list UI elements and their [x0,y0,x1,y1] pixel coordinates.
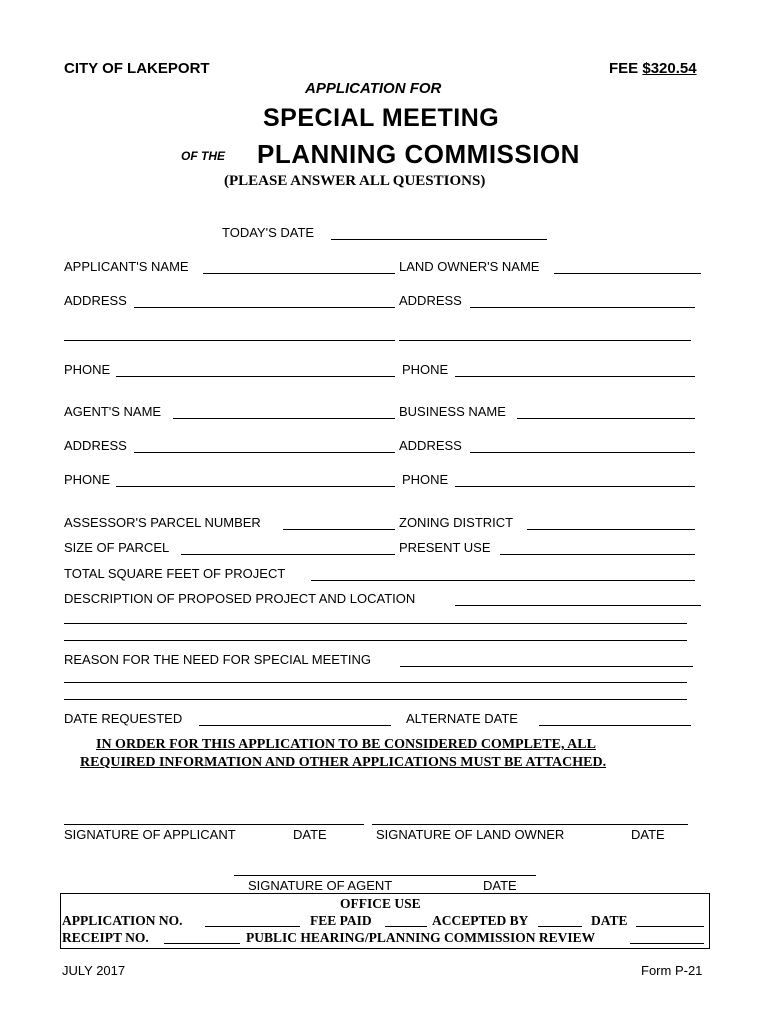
business-phone-label: PHONE [402,472,449,487]
agent-name-label: AGENT'S NAME [64,404,162,419]
land-owner-name-label: LAND OWNER'S NAME [399,259,540,274]
page-subtitle: PLANNING COMMISSION [257,139,580,169]
accepted-by-label: ACCEPTED BY [432,913,529,928]
application-no-field[interactable] [205,926,300,927]
applicant-name-field[interactable] [203,273,395,274]
agent-phone-field[interactable] [116,486,395,487]
city-name: CITY OF LAKEPORT [64,60,210,77]
application-for: APPLICATION FOR [305,80,442,97]
of-the: OF THE [181,149,225,163]
completeness-notice-line-1: IN ORDER FOR THIS APPLICATION TO BE CONSIDERED COMPLETE, ALL [96,737,596,752]
applicant-signature-field[interactable] [64,824,364,825]
form-number: Form P-21 [641,963,703,978]
applicant-phone-label: PHONE [64,362,111,377]
present-use-field[interactable] [500,554,695,555]
application-no-label: APPLICATION NO. [62,913,183,928]
business-phone-field[interactable] [455,486,695,487]
total-sqft-field[interactable] [311,580,695,581]
fee-label [609,60,697,77]
zoning-label: ZONING DISTRICT [399,515,514,530]
date-requested-field[interactable] [199,725,391,726]
fee-label-text: FEE [609,60,639,77]
total-sqft-label: TOTAL SQUARE FEET OF PROJECT [64,566,286,581]
owner-phone-label: PHONE [402,362,449,377]
completeness-notice-line-2: REQUIRED INFORMATION AND OTHER APPLICATIONS MUST BE ATTACHED. [80,755,607,770]
description-line-2[interactable] [64,623,687,624]
land-owner-name-field[interactable] [554,273,701,274]
applicant-address-line-2[interactable] [64,340,395,341]
review-label: PUBLIC HEARING/PLANNING COMMISSION REVIEW [246,930,596,945]
owner-phone-field[interactable] [455,376,695,377]
todays-date-field[interactable] [331,239,547,240]
applicant-phone-field[interactable] [116,376,395,377]
todays-date-label: TODAY'S DATE [222,225,315,240]
owner-signature-date-label: DATE [631,827,665,842]
applicant-signature-date-label: DATE [293,827,327,842]
alternate-date-field[interactable] [539,725,691,726]
instruction: (PLEASE ANSWER ALL QUESTIONS) [224,173,486,189]
agent-signature-field[interactable] [234,875,536,876]
business-name-label: BUSINESS NAME [399,404,506,419]
receipt-no-label: RECEIPT NO. [62,930,149,945]
owner-address-field[interactable] [470,307,695,308]
owner-address-line-2[interactable] [399,340,691,341]
apn-field[interactable] [283,529,395,530]
owner-signature-field[interactable] [372,824,688,825]
owner-signature-label: SIGNATURE OF LAND OWNER [376,827,565,842]
description-label: DESCRIPTION OF PROPOSED PROJECT AND LOCATION [64,591,416,606]
fee-paid-label: FEE PAID [310,913,372,928]
description-field[interactable] [455,605,701,606]
present-use-label: PRESENT USE [399,540,491,555]
size-parcel-label: SIZE OF PARCEL [64,540,170,555]
agent-phone-label: PHONE [64,472,111,487]
agent-address-label: ADDRESS [64,438,127,453]
reason-line-2[interactable] [64,682,687,683]
accepted-by-field[interactable] [538,926,582,927]
description-line-3[interactable] [64,640,687,641]
date-requested-label: DATE REQUESTED [64,711,183,726]
zoning-field[interactable] [527,529,695,530]
page-title: SPECIAL MEETING [263,104,500,132]
office-date-label: DATE [591,913,628,928]
agent-signature-date-label: DATE [483,878,517,893]
applicant-address-field[interactable] [134,307,395,308]
alternate-date-label: ALTERNATE DATE [406,711,518,726]
agent-address-field[interactable] [134,452,395,453]
reason-field[interactable] [400,666,693,667]
applicant-name-label: APPLICANT'S NAME [64,259,189,274]
office-date-field[interactable] [636,926,704,927]
agent-signature-label: SIGNATURE OF AGENT [248,878,393,893]
fee-paid-field[interactable] [385,926,427,927]
review-field[interactable] [630,943,704,944]
applicant-signature-label: SIGNATURE OF APPLICANT [64,827,236,842]
size-parcel-field[interactable] [181,554,395,555]
agent-name-field[interactable] [173,418,395,419]
fee-amount: $320.54 [642,60,697,77]
office-use-heading: OFFICE USE [340,896,421,911]
owner-address-label: ADDRESS [399,293,462,308]
reason-line-3[interactable] [64,699,687,700]
business-name-field[interactable] [517,418,695,419]
applicant-address-label: ADDRESS [64,293,127,308]
business-address-label: ADDRESS [399,438,462,453]
reason-label: REASON FOR THE NEED FOR SPECIAL MEETING [64,652,371,667]
revision-date: JULY 2017 [62,963,126,978]
apn-label: ASSESSOR'S PARCEL NUMBER [64,515,261,530]
receipt-no-field[interactable] [164,943,240,944]
business-address-field[interactable] [470,452,695,453]
